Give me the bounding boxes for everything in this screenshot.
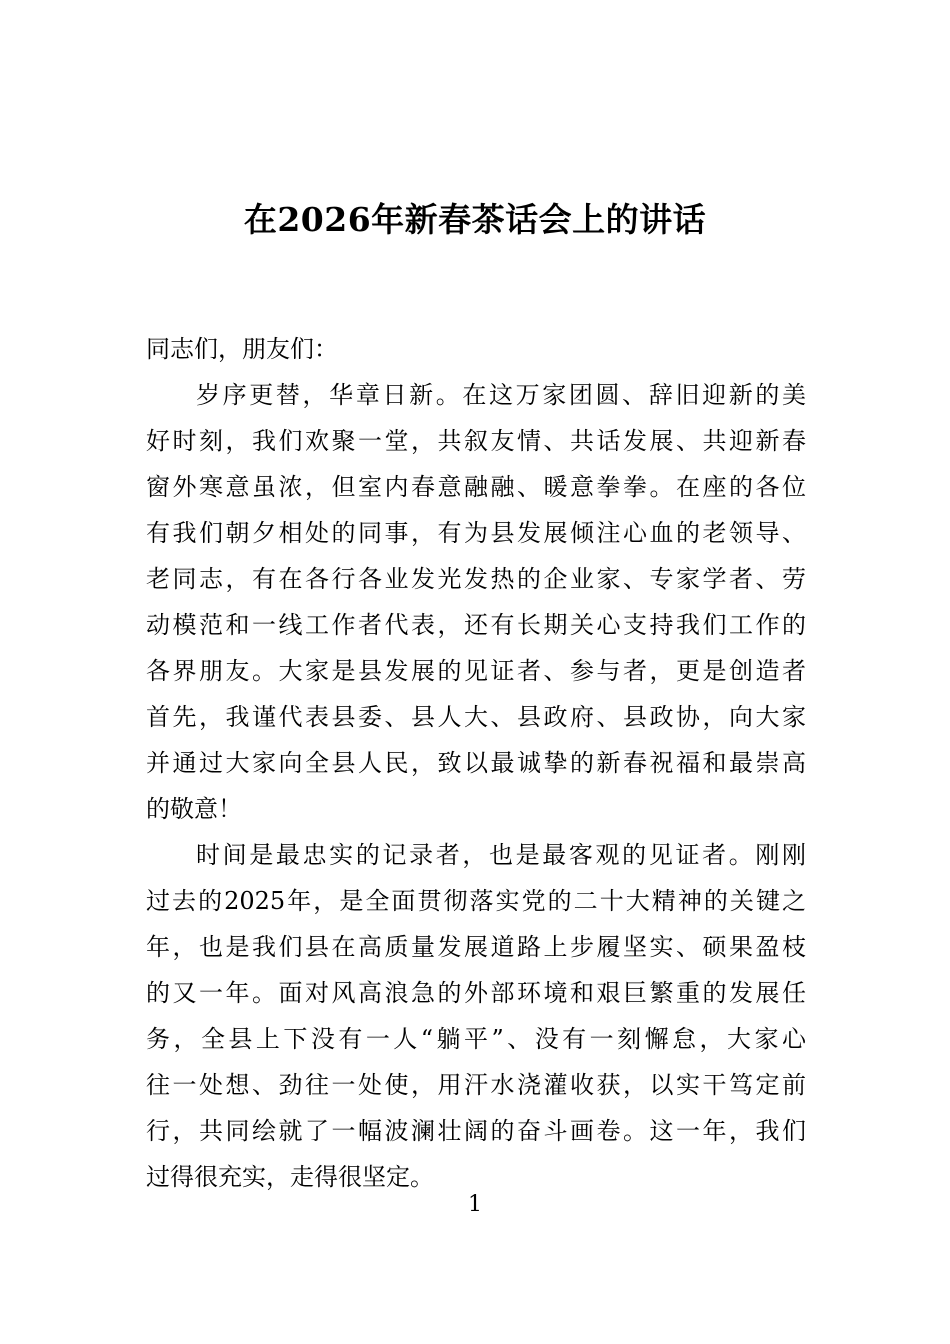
paragraph-line: 往一处想、劲往一处使，用汗水浇灌收获，以实干笃定前 — [146, 1071, 806, 1099]
paragraph-line: 好时刻，我们欢聚一堂，共叙友情、共话发展、共迎新春 — [146, 427, 806, 455]
paragraph-line: 过去的2025年，是全面贯彻落实党的二十大精神的关键之 — [146, 887, 806, 915]
paragraph-line: 老同志，有在各行各业发光发热的企业家、专家学者、劳 — [146, 565, 806, 593]
paragraph-line: 首先，我谨代表县委、县人大、县政府、县政协，向大家 — [146, 703, 806, 731]
paragraph-line: 的敬意！ — [146, 795, 242, 823]
paragraph-line: 行，共同绘就了一幅波澜壮阔的奋斗画卷。这一年，我们 — [146, 1117, 806, 1145]
paragraph-line: 时间是最忠实的记录者，也是最客观的见证者。刚刚 — [196, 841, 806, 869]
paragraph-line: 的又一年。面对风高浪急的外部环境和艰巨繁重的发展任 — [146, 979, 806, 1007]
paragraph-line: 务，全县上下没有一人“躺平”、没有一刻懈怠，大家心 — [146, 1025, 806, 1053]
paragraph-line: 并通过大家向全县人民，致以最诚挚的新春祝福和最崇高 — [146, 749, 806, 777]
paragraph-line: 过得很充实，走得很坚定。 — [146, 1163, 434, 1191]
salutation: 同志们，朋友们： — [146, 335, 338, 363]
paragraph-line: 岁序更替，华章日新。在这万家团圆、辞旧迎新的美 — [196, 381, 806, 409]
document-title: 在2026年新春茶话会上的讲话 — [243, 200, 707, 239]
page-number: 1 — [468, 1192, 482, 1217]
paragraph-line: 动模范和一线工作者代表，还有长期关心支持我们工作的 — [146, 611, 806, 639]
paragraph-line: 有我们朝夕相处的同事，有为县发展倾注心血的老领导、 — [146, 519, 806, 547]
paragraph-line: 年，也是我们县在高质量发展道路上步履坚实、硕果盈枝 — [146, 933, 806, 961]
paragraph-line: 各界朋友。大家是县发展的见证者、参与者，更是创造者 — [146, 657, 806, 685]
paragraph-line: 窗外寒意虽浓，但室内春意融融、暖意拳拳。在座的各位 — [146, 473, 806, 501]
